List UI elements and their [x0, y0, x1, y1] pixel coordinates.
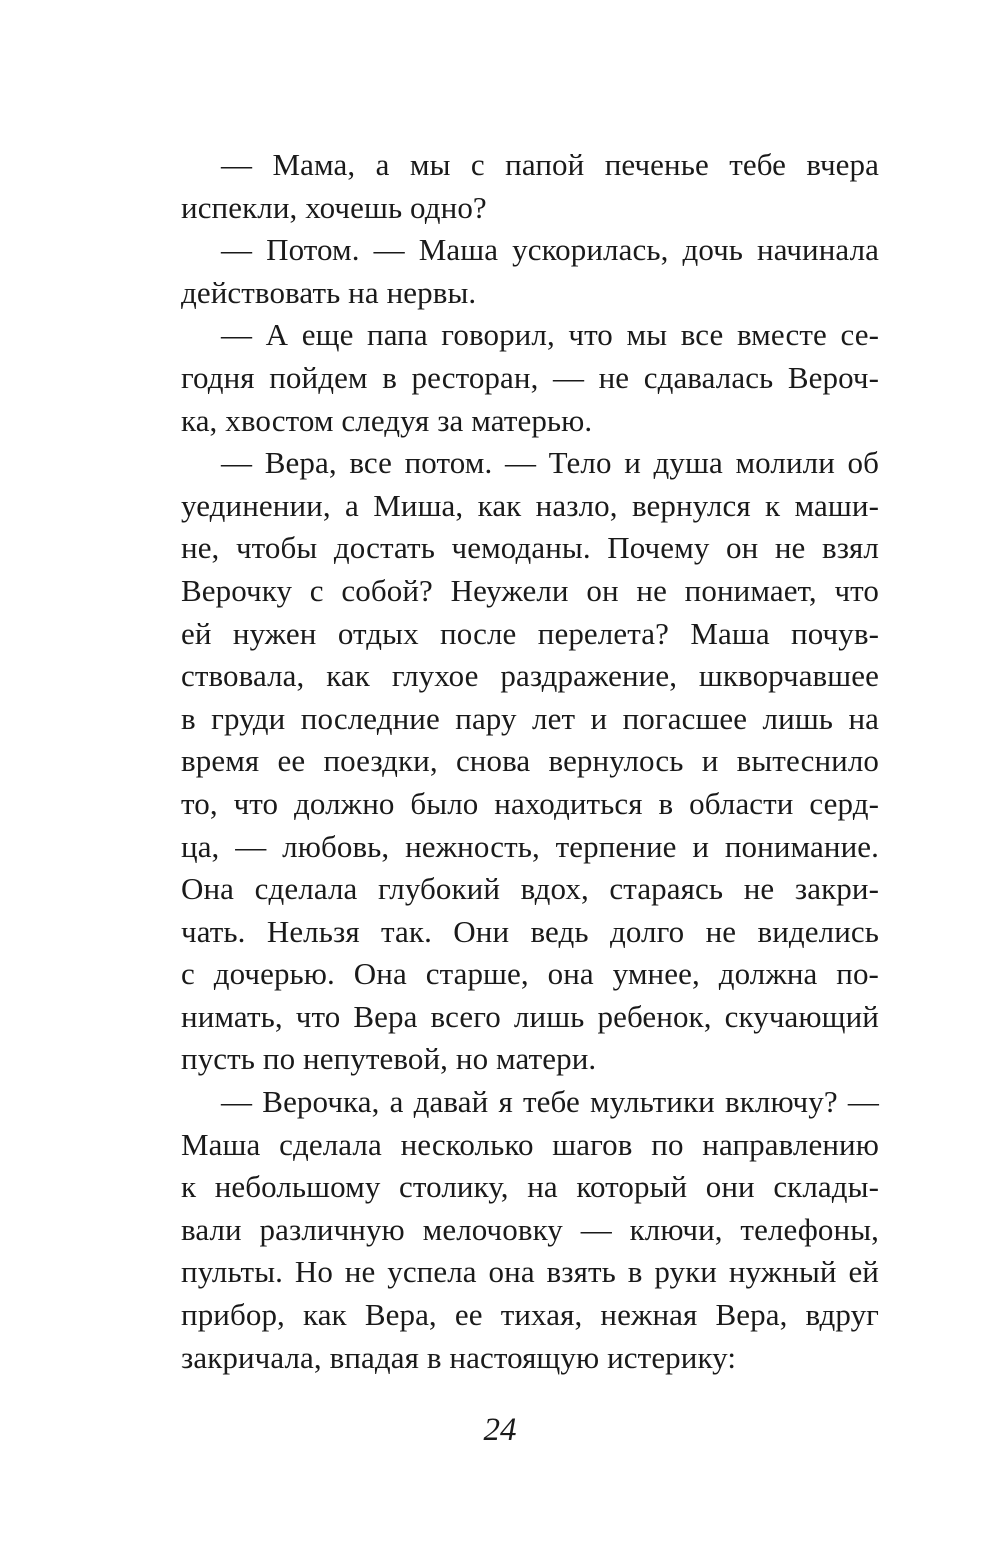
- text-line: — Верочка, а давай я тебе мультики включу? —: [221, 1084, 879, 1120]
- text-line: уединении, а Миша, как назло, вернулся к маши-: [181, 487, 879, 523]
- text-line: ка, хвостом следуя за матерью.: [181, 402, 593, 438]
- text-line: — Вера, все потом. — Тело и душа молили об: [221, 445, 879, 481]
- text-line: ей нужен отдых после перелета? Маша почув-: [181, 615, 879, 651]
- text-line: время ее поездки, снова вернулось и вытеснило: [181, 743, 879, 779]
- text-line: с дочерью. Она старше, она умнее, должна по-: [181, 956, 879, 992]
- text-line: чать. Нельзя так. Они ведь долго не виделись: [181, 913, 879, 949]
- text-line: — Мама, а мы с папой печенье тебе вчера: [221, 147, 879, 182]
- text-line: Она сделала глубокий вдох, стараясь не закри-: [181, 871, 879, 907]
- text-line: Маша сделала несколько шагов по направлению: [181, 1126, 879, 1162]
- page-number: 24: [483, 1412, 517, 1448]
- text-line: пусть по непутевой, но матери.: [181, 1041, 597, 1077]
- text-line: ствовала, как глухое раздражение, шкворчавшее: [181, 658, 879, 694]
- text-line: Верочку с собой? Неужели он не понимает, что: [181, 572, 879, 608]
- text-line: в груди последние пару лет и погасшее лишь на: [181, 700, 879, 736]
- text-line: прибор, как Вера, ее тихая, нежная Вера, вдруг: [181, 1297, 879, 1333]
- text-line: ца, — любовь, нежность, терпение и понимание.: [181, 828, 879, 864]
- text-line: действовать на нервы.: [181, 274, 477, 310]
- text-line: испекли, хочешь одно?: [181, 189, 487, 225]
- text-line: пульты. Но не успела она взять в руки нужный ей: [181, 1254, 879, 1290]
- text-line: вали различную мелочовку — ключи, телефоны,: [181, 1211, 879, 1247]
- text-line: годня пойдем в ресторан, — не сдавалась Вероч-: [181, 359, 879, 395]
- text-line: то, что должно было находиться в области серд-: [181, 785, 879, 821]
- text-line: к небольшому столику, на который они склады-: [181, 1169, 879, 1205]
- text-line: не, чтобы достать чемоданы. Почему он не взял: [181, 530, 879, 566]
- text-line: — Потом. — Маша ускорилась, дочь начинала: [221, 232, 879, 268]
- text-line: — А еще папа говорил, что мы все вместе се-: [221, 317, 879, 353]
- text-line: закричала, впадая в настоящую истерику:: [181, 1339, 737, 1375]
- body-text: [181, 144, 879, 1379]
- text-line: нимать, что Вера всего лишь ребенок, скучающий: [181, 998, 879, 1034]
